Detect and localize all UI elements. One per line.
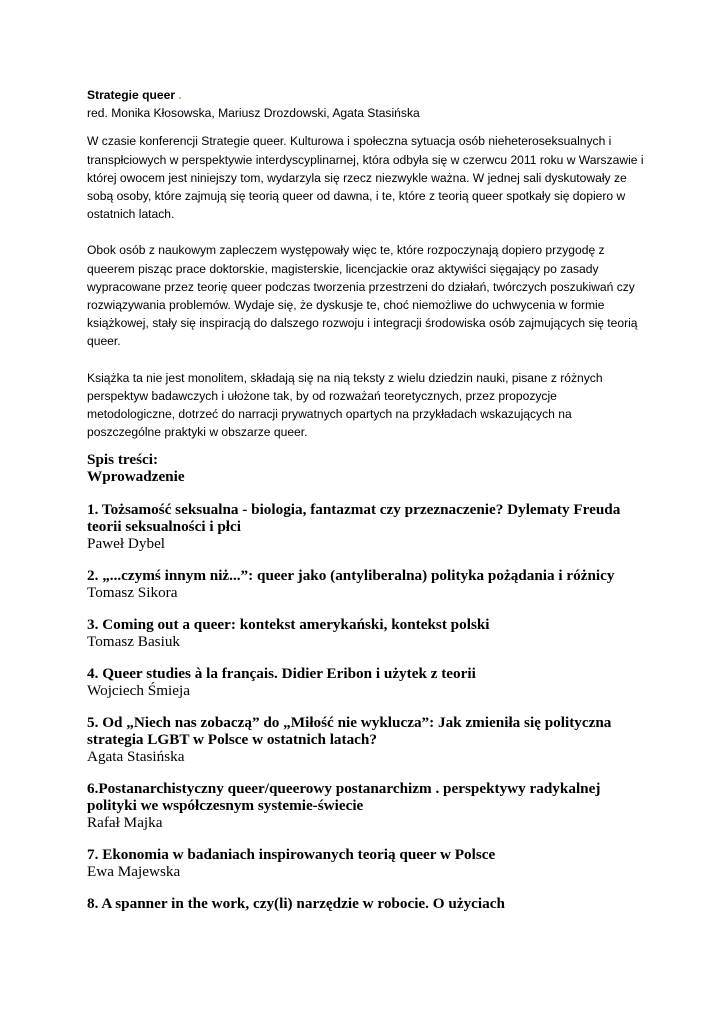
toc-item-title: 7. Ekonomia w badaniach inspirowanych teorią queer w Polsce [87, 846, 496, 864]
toc-item-title: 5. Od „Niech nas zobaczą” do „Miłość nie wyklucza”: Jak zmieniła się polityczna strategia LGBT w Polsce w ostatnich latach? [87, 714, 612, 749]
paragraph-1: W czasie konferencji Strategie queer. Kulturowa i społeczna sytuacja osób nieheteroseksualnych i transpłciowych w perspektywie interdyscyplinarnej, która odbyła się w czerwcu 2011 roku w Warszawie i której owocem jest niniejszy tom, wydarzyla się rzecz niezwykle ważna. W jednej sali dyskutowały ze sobą osoby, które zajmują się teorią queer od dawna, i te, które z teorią queer spotkały się dopiero w ostatnich latach. [87, 134, 644, 222]
toc-item-2 [87, 567, 647, 601]
toc-item-title: 8. A spanner in the work, czy(li) narzędzie w robocie. O użyciach [87, 895, 505, 913]
toc-item-7 [87, 846, 647, 880]
toc-item-title: 2. „...czymś innym niż...”: queer jako (antyliberalna) polityka pożądania i różnicy [87, 567, 615, 585]
toc-item-3 [87, 616, 647, 650]
toc-item-4 [87, 665, 647, 699]
editors-line: red. Monika Kłosowska, Mariusz Drozdowski, Agata Stasińska [87, 106, 420, 121]
toc-heading: Spis treści: [87, 451, 159, 469]
toc-item-author: Agata Stasińska [87, 748, 185, 766]
toc-item-8 [87, 895, 647, 912]
toc-item-author: Ewa Majewska [87, 863, 181, 881]
toc-item-title: 4. Queer studies à la français. Didier Eribon i użytek z teorii [87, 665, 476, 683]
toc-item-5 [87, 714, 647, 765]
toc-item-author: Wojciech Śmieja [87, 682, 190, 700]
toc-item-author: Tomasz Sikora [87, 584, 178, 602]
toc-item-title: 1. Tożsamość seksualna - biologia, fantazmat czy przeznaczenie? Dylematy Freuda teorii seksualności i płci [87, 501, 621, 536]
book-title: Strategie queer [87, 88, 176, 102]
toc-item-author: Rafał Majka [87, 814, 163, 832]
paragraph-2: Obok osób z naukowym zapleczem występowały więc te, które rozpoczynają dopiero przygodę z queerem pisząc prace doktorskie, magisterskie, licencjackie oraz aktywiści sięgający po zasady wypracowane przez teorię queer podczas tworzenia przestrzeni do działań, twórczych poszukiwań czy rozwiązywania problemów. Wydaje się, że dyskusje te, choć niemożliwe do uchwycenia w formie książkowej, stały się inspiracją do dalszego rozwoju i integracji środowiska osób zajmujących się teorią queer. [87, 243, 638, 349]
toc-item-title: 3. Coming out a queer: kontekst amerykański, kontekst polski [87, 616, 490, 634]
toc-item-author: Paweł Dybel [87, 535, 166, 553]
toc-intro: Wprowadzenie [87, 468, 185, 486]
title-dot: . [178, 88, 182, 102]
document-page [87, 86, 647, 927]
book-title-line [87, 86, 647, 104]
toc-item-1 [87, 501, 647, 552]
toc-item-6 [87, 780, 647, 831]
toc-item-title: 6.Postanarchistyczny queer/queerowy postanarchizm . perspektywy radykalnej polityki we współczesnym systemie-świecie [87, 780, 601, 815]
toc-item-author: Tomasz Basiuk [87, 633, 181, 651]
paragraph-3: Książka ta nie jest monolitem, składają się na nią teksty z wielu dziedzin nauki, pisane z różnych perspektyw badawczych i ułożone tak, by od rozważań teoretycznych, przez propozycje metodologiczne, dotrzeć do narracji prywatnych opartych na przykładach wskazujących na poszczególne praktyki w obszarze queer. [87, 370, 603, 440]
table-of-contents [87, 451, 647, 912]
